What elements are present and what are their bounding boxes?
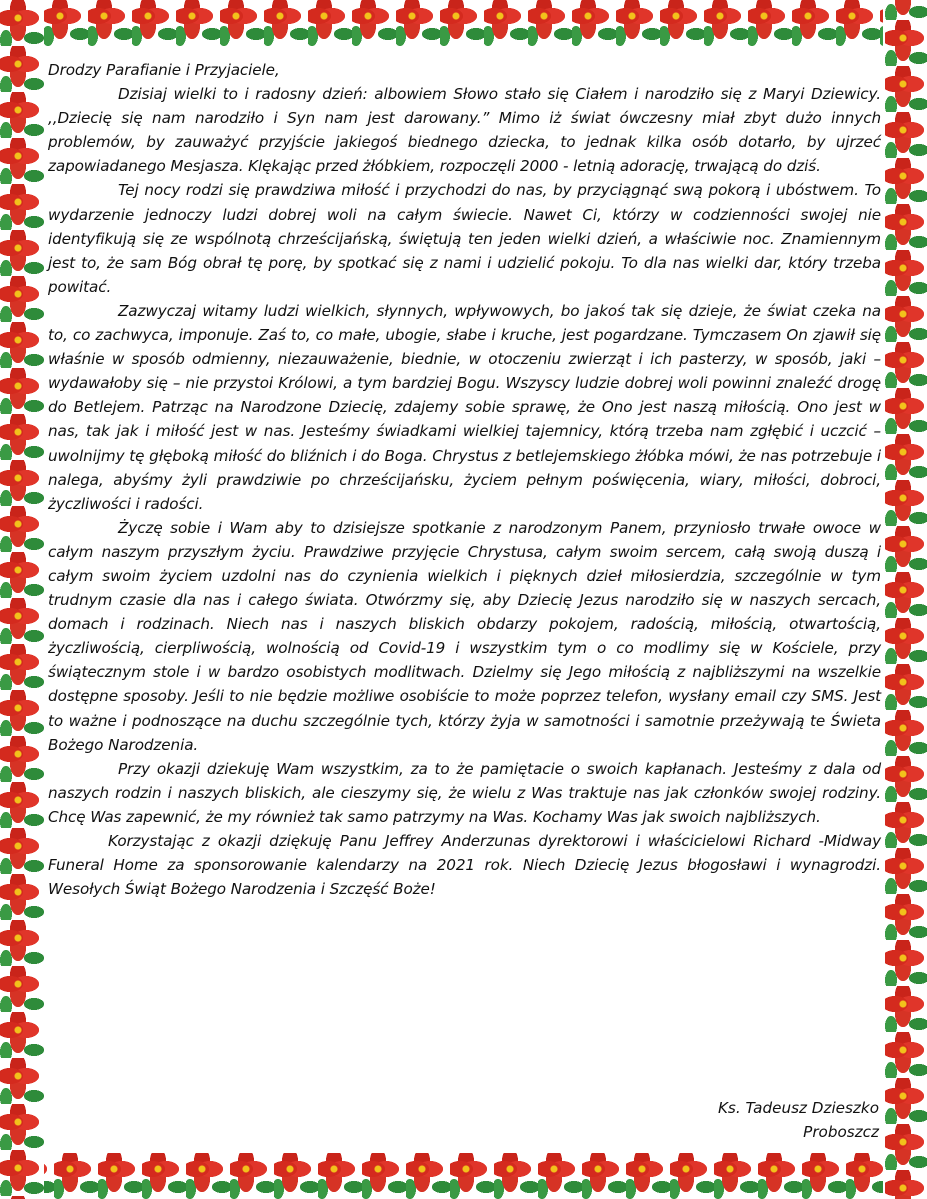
paragraph-thanks-sponsor: Korzystając z okazji dziękuję Panu Jeffrey Anderzunas dyrektorowi i właścicielowi Richard -Midway Funeral Home za sponsorowanie kalendarzy na 2021 rok. Niech Dziecię Jezus błogosławi i wynagrodzi. Wesołych Świąt Bożego Narodzenia i Szczęść Boże! [48,832,881,899]
paragraph-true-love: Tej nocy rodzi się prawdziwa miłość i przychodzi do nas, by przyciągnąć swą pokorą i ubóstwem. To wydarzenie jednoczy ludzi dobrej woli na całym świecie. Nawet Ci, którzy w codzienności swojej nie identyfikują się ze wspólnotą chrześcijańską, świętują ten jeden wielki dzień, a właściwie noc. Znamiennym jest to, że sam Bóg obrał tę porę, by spotkać się z nami i udzielić pokoju. To dla nas wielki dar, który trzeba powitać. [48,181,881,296]
signature-block [718,1096,879,1144]
paragraph-wishes: Życzę sobie i Wam aby to dzisiejsze spotkanie z narodzonym Panem, przyniosło trwałe owoce w całym naszym przyszłym życiu. Prawdziwe przyjęcie Chrystusa, całym swoim sercem, całą swoją duszą i całym swoim życiem uzdolni nas do czynienia wielkich i pięknych dzieł miłosierdzia, szczególnie w tym trudnym czasie dla nas i całego świata. Otwórzmy się, aby Dziecię Jezus narodziło się w naszych sercach, domach i rodzinach. Niech nas i naszych bliskich obdarzy pokojem, radością, miłością, otwartością, życzliwością, cierpliwością, wolnością od Covid-19 i wszystkim tym o co modlimy się w Kościele, przy świątecznym stole i w bardzo osobistych modlitwach. Dzielmy się Jego miłością z najbliższymi na wszelkie dostępne sposoby. Jeśli to nie będzie możliwe osobiście to może poprzez telefon, wysłany email czy SMS. Jest to ważne i podnoszące na duchu szczególnie tych, którzy żyja w samotności i samotnie przeżywają te Świeta Bożego Narodzenia. [48,518,881,754]
paragraph-thanks-priests: Przy okazji dziekuję Wam wszystkim, za to że pamiętacie o swoich kapłanach. Jesteśmy z dala od naszych rodzin i naszych bliskich, ale cieszymy się, że wielu z Was traktuje nas jak członków swojej rodziny. Chcę Was zapewnić, że my również tak samo patrzymy na Was. Kochamy Was jak swoich najbliższych. [48,759,881,826]
poinsettia-border-top [0,0,927,48]
greeting: Drodzy Parafianie i Przyjaciele, [48,61,280,79]
signature-name: Ks. Tadeusz Dzieszko [717,1099,879,1117]
paragraph-christmas-day: Dzisiaj wielki to i radosny dzień: albowiem Słowo stało się Ciałem i narodziło się z Maryi Dziewicy. ,,Dziecię się nam narodziło i Syn nam jest darowany.” Mimo iż świat ówczesny miał zbyt dużo innych problemów, by zauważyć przyjście jakiegoś biednego dziecka, to jednak kilka osób dotarło, by ujrzeć zapowiadanego Mesjasza. Klękając przed żłóbkiem, rozpoczęli 2000 - letnią adorację, trwającą do dziś. [48,85,881,176]
poinsettia-border-left [0,0,44,1199]
letter-body [48,58,881,901]
signature-title: Proboszcz [803,1123,879,1141]
poinsettia-border-bottom [0,1151,927,1199]
paragraph-welcome: Zazwyczaj witamy ludzi wielkich, słynnych, wpływowych, bo jakoś tak się dzieje, że świat czeka na to, co zachwyca, imponuje. Zaś to, co małe, ubogie, słabe i kruche, jest pogardzane. Tymczasem On zjawił się właśnie w sposób odmienny, niezauważenie, biednie, w otoczeniu zwierząt i ich pasterzy, w sposób, jaki – wydawałoby się – nie przystoi Królowi, a tym bardziej Bogu. Wszyscy ludzie dobrej woli powinni znaleźć drogę do Betlejem. Patrząc na Narodzone Dziecię, zdajemy sobie sprawę, że Ono jest naszą miłością. Ono jest w nas, tak jak i miłość jest w nas. Jesteśmy świadkami wielkiej tajemnicy, którą trzeba nam zgłębić i uczcić – uwolnijmy tę głęboką miłość do bliźnich i do Boga. Chrystus z betlejemskiego żłóbka mówi, że nas potrzebuje i nalega, abyśmy żyli prawdziwie po chrześcijańsku, życiem pełnym poświęcenia, wiary, miłości, dobroci, życzliwości i radości. [48,301,881,513]
poinsettia-border-right [883,0,927,1199]
